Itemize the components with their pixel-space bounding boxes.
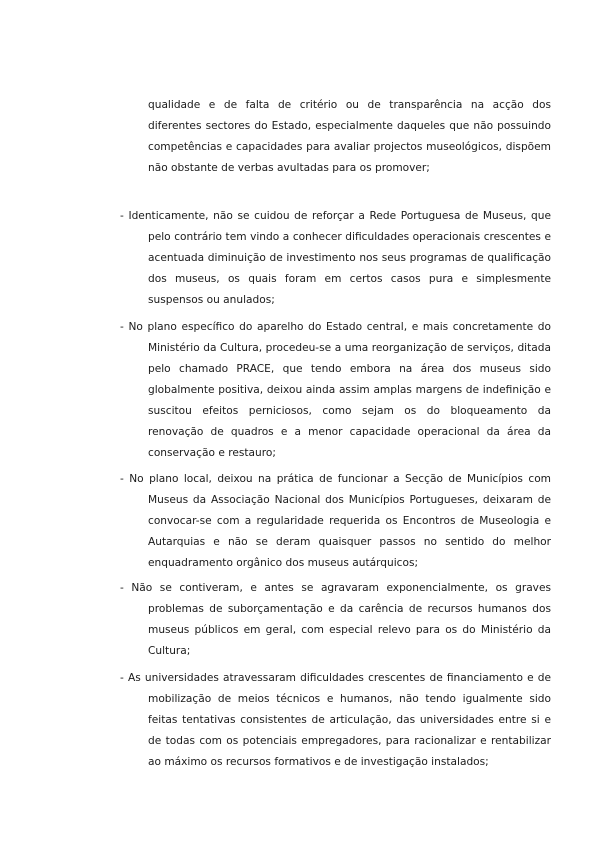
bullet-rede-portuguesa-museus: - Identicamente, não se cuidou de reforçar a Rede Portuguesa de Museus, que pelo contrário tem vindo a conhecer dificuldades operacionais crescentes e acentuada diminuição de investimento nos seus programas de qualificação dos museus, os quais foram em certos casos pura e simplesmente suspensos ou anulados; <box>120 210 551 306</box>
bullet-universidades: - As universidades atravessaram dificuldades crescentes de financiamento e de mobilização de meios técnicos e humanos, não tendo igualmente sido feitas tentativas consistentes de articulação, das universidades entre si e de todas com os potenciais empregadores, para racionalizar e rentabilizar ao máximo os recursos formativos e de investigação instalados; <box>120 672 551 768</box>
paragraph-continuation: qualidade e de falta de critério ou de transparência na acção dos diferentes sectores do Estado, especialmente daqueles que não possuindo competências e capacidades para avaliar projectos museológicos, dispõem não obstante de verbas avultadas para os promover; <box>148 99 551 174</box>
bullet-estado-central: - No plano específico do aparelho do Estado central, e mais concretamente do Ministério da Cultura, procedeu-se a uma reorganização de serviços, ditada pelo chamado PRACE, que tendo embora na área dos museus sido globalmente positiva, deixou ainda assim amplas margens de indefinição e suscitou efeitos perniciosos, como sejam os do bloqueamento da renovação de quadros e a menor capacidade operacional da área da conservação e restauro; <box>120 321 551 459</box>
bullet-suborcamentacao: - Não se contiveram, e antes se agravaram exponencialmente, os graves problemas de suborçamentação e da carência de recursos humanos dos museus públicos em geral, com especial relevo para os do Ministério da Cultura; <box>120 582 551 657</box>
bullet-plano-local: - No plano local, deixou na prática de funcionar a Secção de Municípios com Museus da Associação Nacional dos Municípios Portugueses, deixaram de convocar-se com a regularidade requerida os Encontros de Museologia e Autarquias e não se deram quaisquer passos no sentido do melhor enquadramento orgânico dos museus autárquicos; <box>120 473 551 569</box>
